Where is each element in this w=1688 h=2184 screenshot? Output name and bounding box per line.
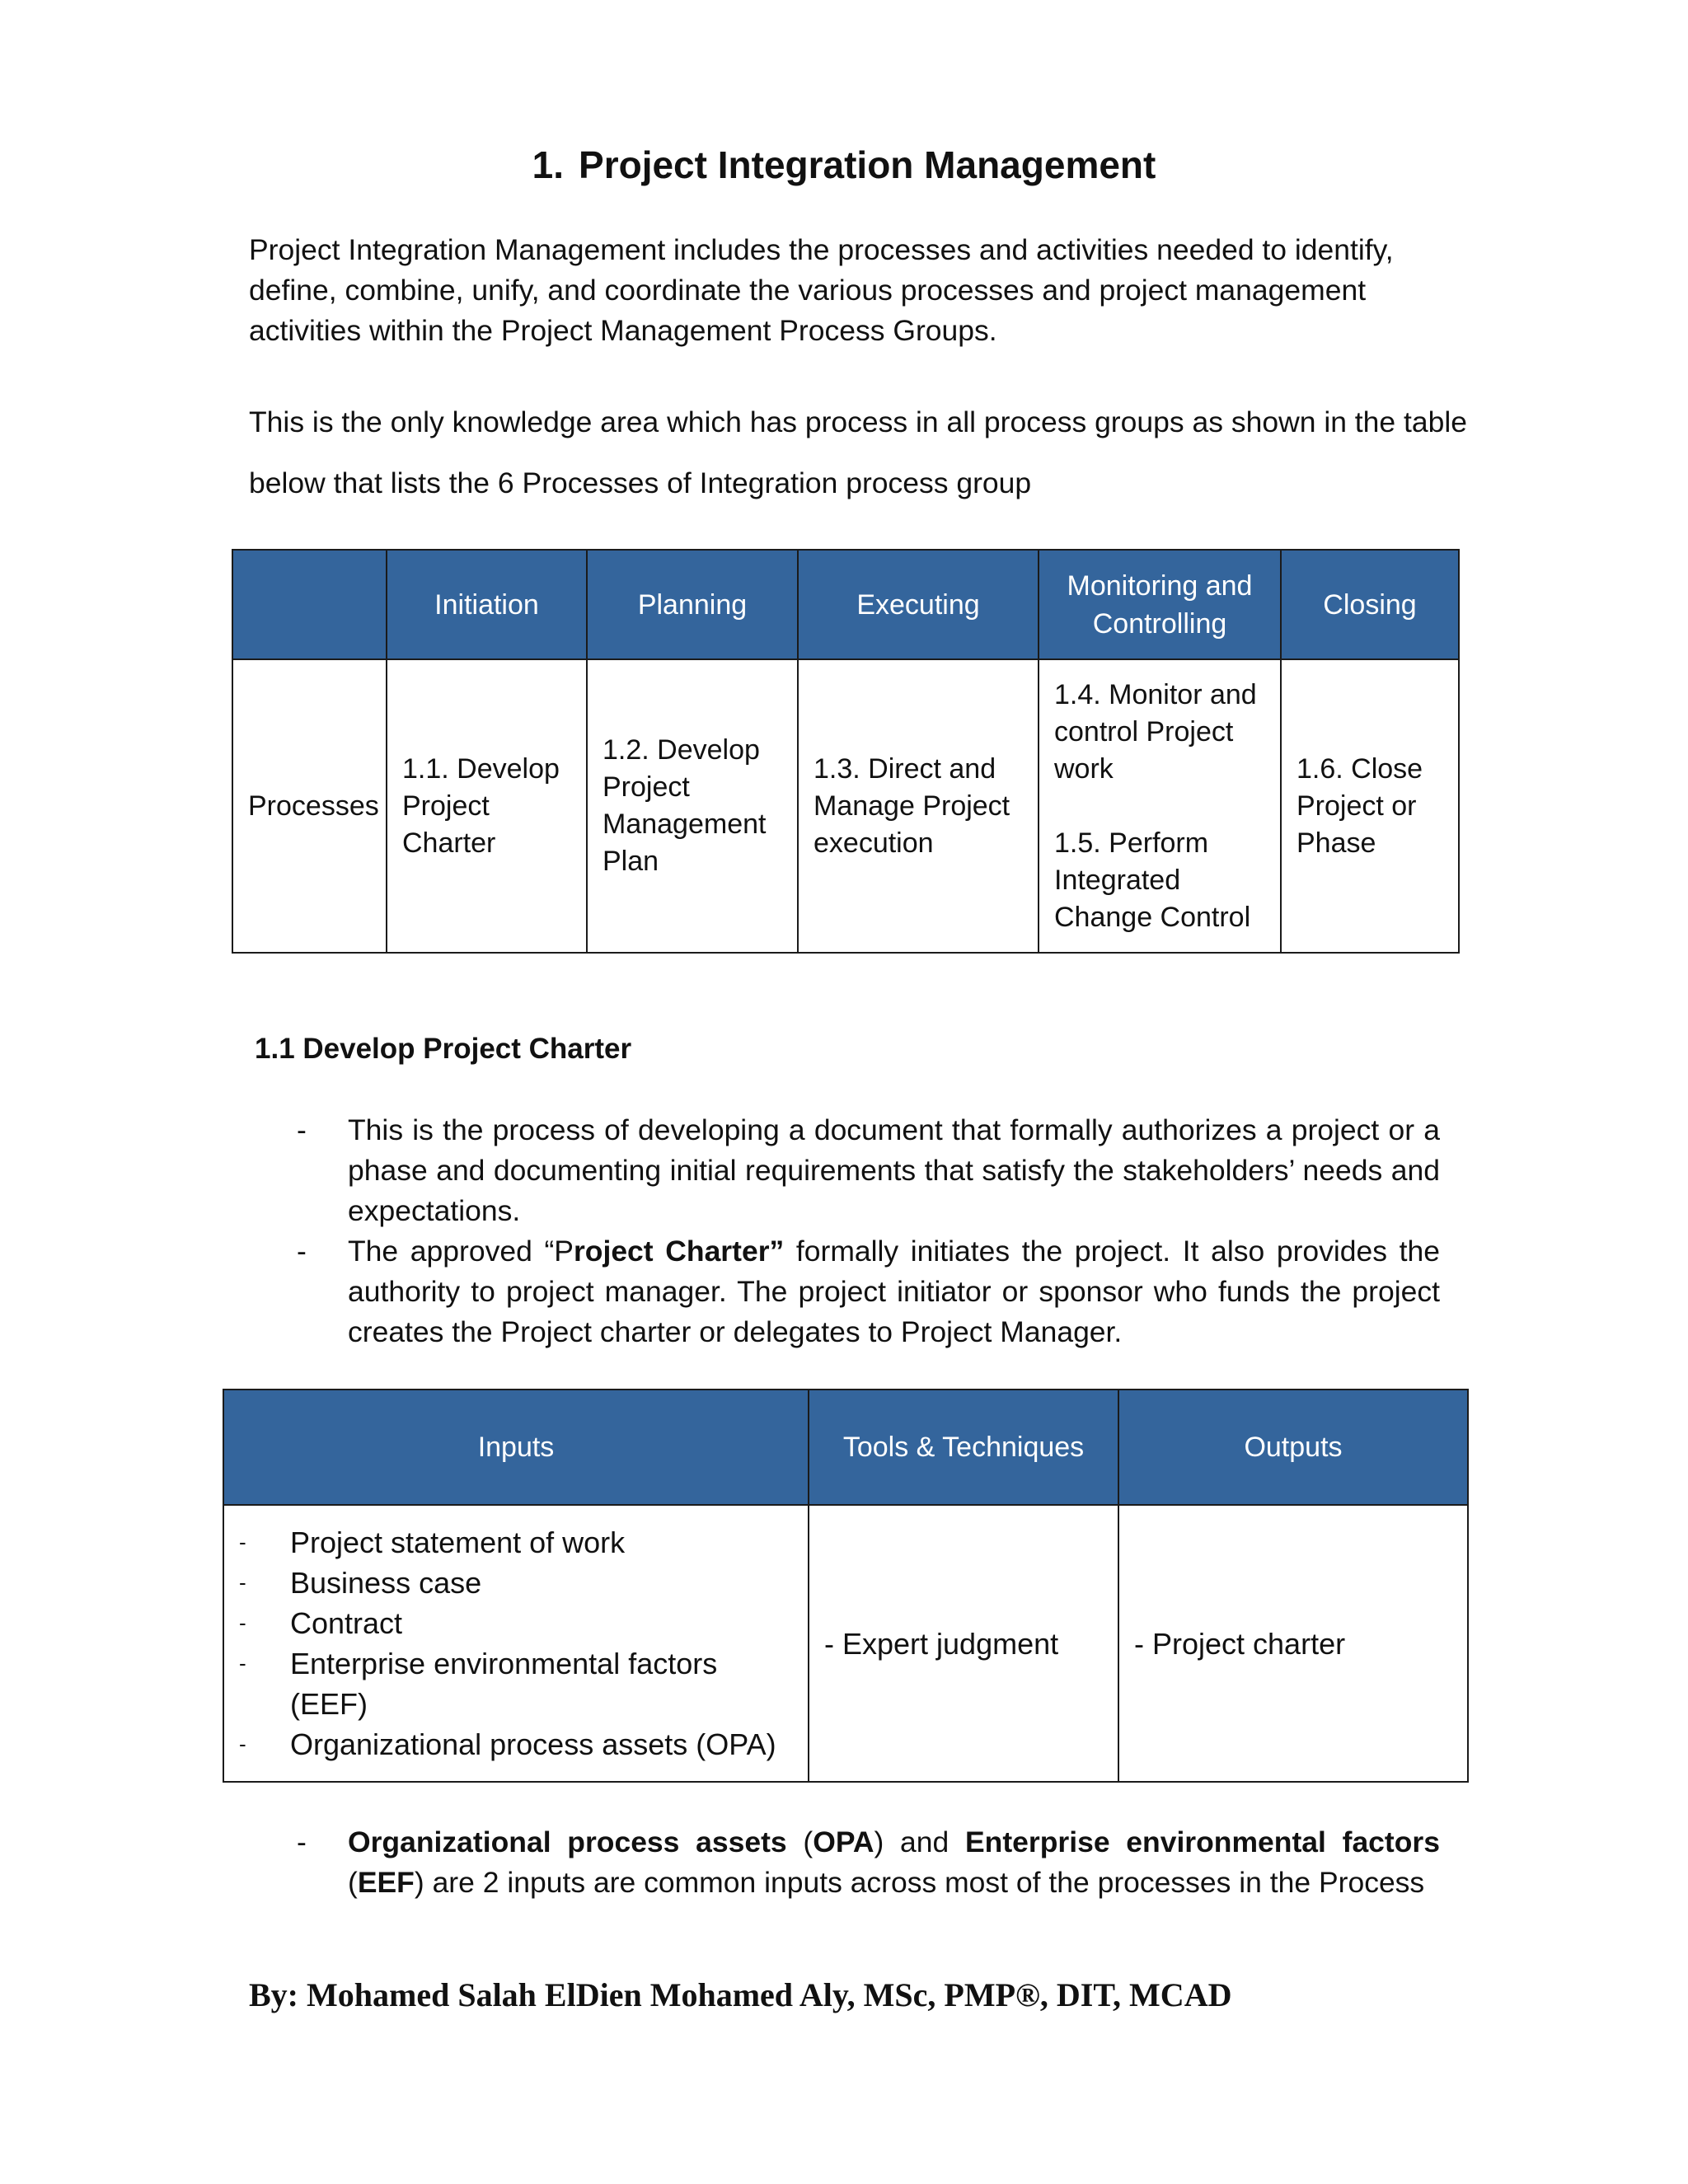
bullet-text-post: formally initiates the project. It also provides the authority to project manager. The project initiator or sponsor who funds the project creates the Project charter or delegates to Project Manager. xyxy=(348,1235,1441,1348)
common-inputs-note xyxy=(288,1822,1440,1903)
input-item-text: Contract xyxy=(290,1606,403,1640)
dash-bullet: - xyxy=(239,1530,246,1554)
cell-planning: 1.2. Develop Project Management Plan xyxy=(587,659,798,953)
list-item xyxy=(288,1822,1440,1903)
dash-bullet: - xyxy=(239,1651,246,1675)
dash-bullet: - xyxy=(239,1570,246,1595)
header-cell-initiation: Initiation xyxy=(387,550,587,659)
opa-abbr: OPA xyxy=(813,1825,874,1858)
list-item xyxy=(239,1603,793,1643)
cell-executing: 1.3. Direct and Manage Project execution xyxy=(798,659,1039,953)
title-number: 1. xyxy=(532,143,565,186)
list-item xyxy=(288,1231,1440,1352)
input-item-text: Organizational process assets (OPA) xyxy=(290,1727,776,1761)
bullet-text-bold: roject Charter” xyxy=(573,1235,785,1268)
dash-bullet: - xyxy=(297,1235,307,1268)
table-row xyxy=(232,659,1459,953)
list-item xyxy=(288,1110,1440,1231)
table-header-row xyxy=(223,1390,1468,1505)
inputs-list xyxy=(239,1522,793,1765)
process-groups-table xyxy=(232,549,1460,954)
ito-table xyxy=(223,1389,1469,1783)
title-text: Project Integration Management xyxy=(579,143,1156,186)
intro-paragraph-2: This is the only knowledge area which has process in all process groups as shown in the table below that lists the 6 Processes of Integration process group xyxy=(249,405,1467,499)
note-text: ) and xyxy=(874,1825,965,1858)
eef-term: Enterprise environmental factors xyxy=(964,1825,1440,1858)
header-cell-planning: Planning xyxy=(587,550,798,659)
header-cell-empty xyxy=(232,550,387,659)
header-cell-executing: Executing xyxy=(798,550,1039,659)
dash-bullet: - xyxy=(297,1825,307,1858)
list-item xyxy=(239,1724,793,1765)
input-item-text: Project statement of work xyxy=(290,1526,626,1559)
header-cell-tools: Tools & Techniques xyxy=(809,1390,1118,1505)
cell-tools: - Expert judgment xyxy=(809,1505,1118,1782)
header-cell-closing: Closing xyxy=(1281,550,1459,659)
header-cell-inputs: Inputs xyxy=(223,1390,809,1505)
section-heading: 1.1 Develop Project Charter xyxy=(255,1033,632,1065)
intro-paragraph-1: Project Integration Management includes the processes and activities needed to identify, define, combine, unify, and coordinate the various processes and project management activities within the Project Management Process Groups. xyxy=(249,233,1394,347)
input-item-text: Business case xyxy=(290,1566,482,1600)
list-item xyxy=(239,1563,793,1603)
cell-initiation: 1.1. Develop Project Charter xyxy=(387,659,587,953)
cell-closing: 1.6. Close Project or Phase xyxy=(1281,659,1459,953)
dash-bullet: - xyxy=(297,1113,307,1146)
page-title xyxy=(0,140,1688,190)
note-text: ) xyxy=(414,1866,424,1899)
note-text: ( xyxy=(348,1866,358,1899)
dash-bullet: - xyxy=(239,1732,246,1756)
bullet-text: This is the process of developing a document that formally authorizes a project or a phase and documenting initial requirements that satisfy the stakeholders’ needs and expectations. xyxy=(348,1113,1440,1227)
eef-abbr: EEF xyxy=(357,1866,415,1899)
note-text-rest: are 2 inputs are common inputs across most of the processes in the Process xyxy=(424,1866,1425,1899)
input-item-text: Enterprise environmental factors (EEF) xyxy=(290,1647,718,1721)
author-footer: By: Mohamed Salah ElDien Mohamed Aly, MSc, PMP®, DIT, MCAD xyxy=(249,1976,1232,2013)
table-header-row xyxy=(232,550,1459,659)
list-item xyxy=(239,1522,793,1563)
opa-term: Organizational process assets xyxy=(348,1825,787,1858)
list-item xyxy=(239,1643,793,1724)
cell-monitoring-process-2: 1.5. Perform Integrated Change Control xyxy=(1054,827,1251,933)
header-cell-outputs: Outputs xyxy=(1118,1390,1468,1505)
cell-monitoring-process-1: 1.4. Monitor and control Project work xyxy=(1054,678,1257,785)
cell-monitoring xyxy=(1039,659,1281,953)
table-row xyxy=(223,1505,1468,1782)
dash-bullet: - xyxy=(239,1610,246,1635)
cell-inputs xyxy=(223,1505,809,1782)
charter-bullet-list xyxy=(288,1110,1440,1352)
row-label-processes: Processes xyxy=(232,659,387,953)
note-text: ( xyxy=(786,1825,814,1858)
bullet-text-pre: The approved “P xyxy=(348,1235,574,1268)
header-cell-monitoring: Monitoring and Controlling xyxy=(1039,550,1281,659)
cell-outputs: - Project charter xyxy=(1118,1505,1468,1782)
